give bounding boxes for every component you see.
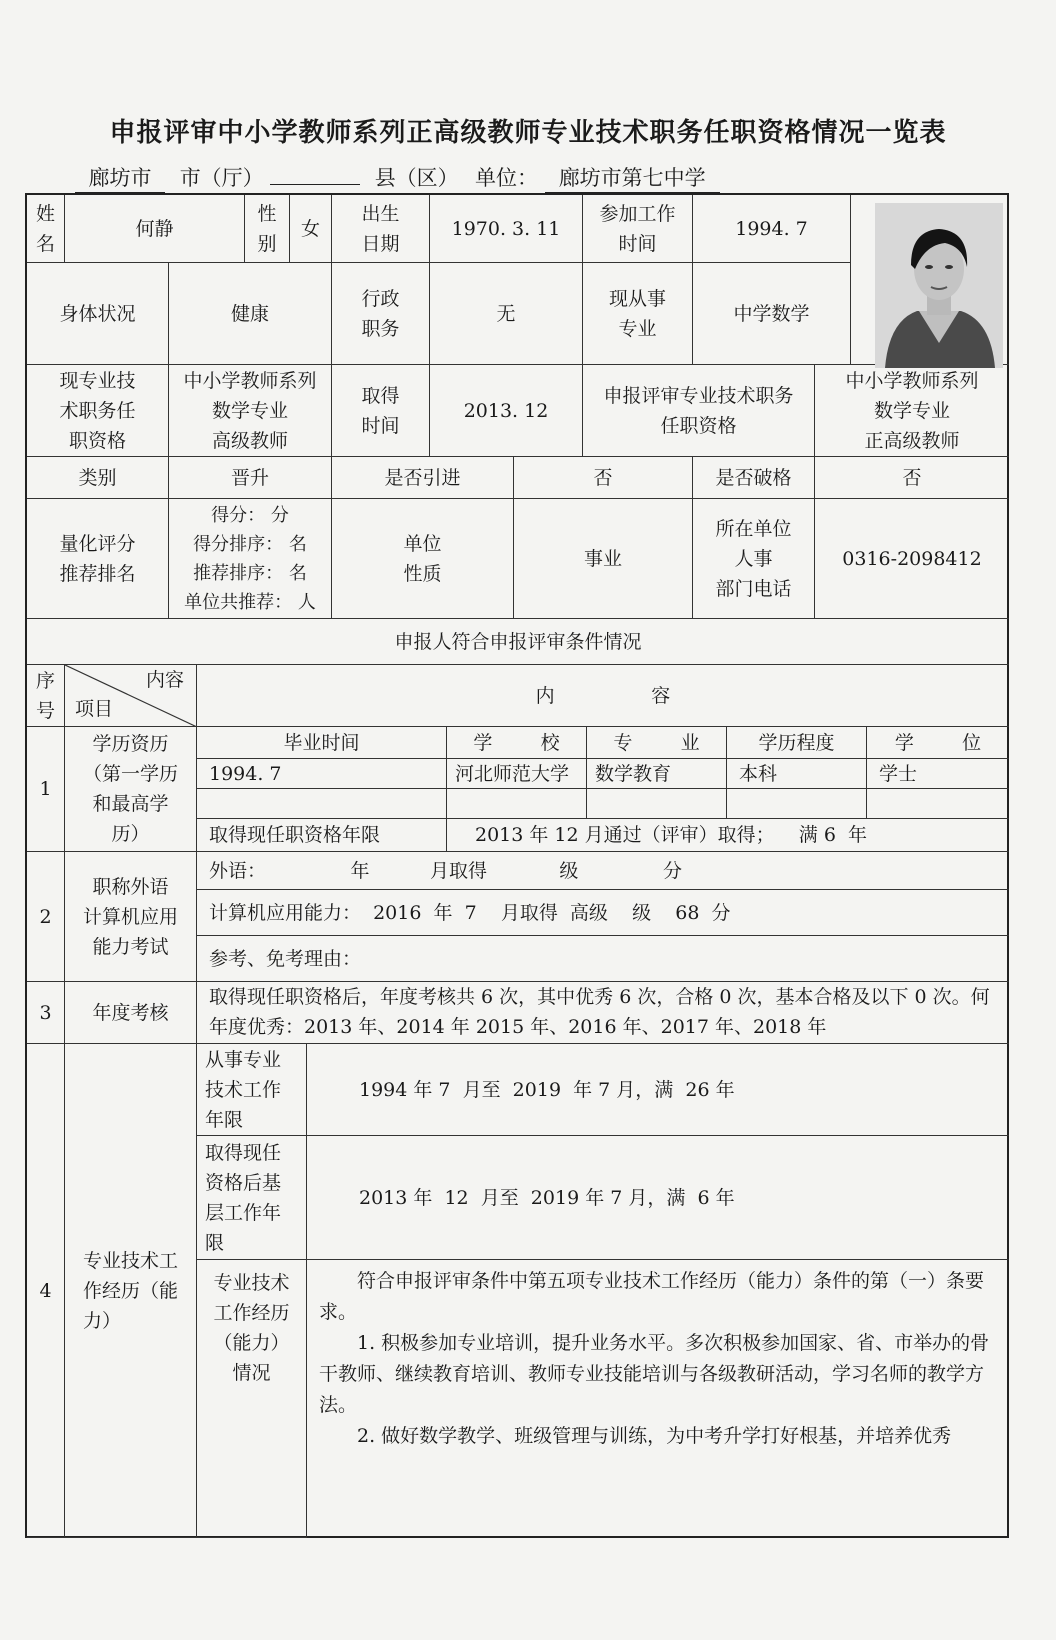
annual-review: 取得现任职资格后，年度考核共 6 次，其中优秀 6 次，合格 0 次，基本合格及以下 0 次。何年度优秀：2013 年、2014 年 2015 年、2016 年、2017 年、2018 年 (197, 982, 1009, 1044)
exempt-reason: 参考、免考理由： (197, 936, 1009, 982)
row2-label: 职称外语 计算机应用 能力考试 (65, 852, 197, 982)
category-label: 类别 (27, 457, 169, 499)
gender-label: 性 别 (245, 195, 290, 263)
major-label: 现从事 专业 (583, 263, 693, 365)
experience-para-1: 符合申报评审条件中第五项专业技术工作经历（能力）条件的第（一）条要求。 (319, 1270, 985, 1323)
major-2 (587, 789, 727, 819)
county-suffix: 县（区） (374, 166, 459, 190)
city-field (75, 162, 264, 192)
edu-level: 本科 (727, 759, 867, 789)
item-header (65, 665, 197, 727)
health-value: 健康 (169, 263, 332, 365)
gender-value: 女 (290, 195, 332, 263)
applicant-photo (875, 203, 1003, 368)
county-field (270, 162, 459, 192)
grad-time: 1994. 7 (197, 759, 447, 789)
experience-text (307, 1260, 1009, 1538)
city-value: 廊坊市 (75, 162, 165, 193)
city-suffix: 市（厅） (179, 166, 264, 190)
admin-label: 行政 职务 (332, 263, 430, 365)
unit-nature-value: 事业 (514, 499, 693, 619)
base-years-label: 取得现任 资格后基 层工作年 限 (197, 1136, 307, 1260)
major-value: 中学数学 (693, 263, 851, 365)
quant-value: 得分： 分 得分排序： 名 推荐排序： 名 单位共推荐： 人 (169, 499, 332, 619)
unit-label: 单位： (475, 166, 538, 190)
quant-label: 量化评分 推荐排名 (27, 499, 169, 619)
apply-title-label: 申报评审专业技术职务 任职资格 (583, 365, 815, 457)
exceptional-label: 是否破格 (693, 457, 815, 499)
row4-no: 4 (27, 1044, 65, 1538)
major: 数学教育 (587, 759, 727, 789)
unit-nature-label: 单位 性质 (332, 499, 514, 619)
unit-value: 廊坊市第七中学 (545, 162, 720, 193)
degree-2 (867, 789, 1009, 819)
col-major: 专 业 (587, 727, 727, 759)
work-years-label: 从事专业 技术工作 年限 (197, 1044, 307, 1136)
col-degree: 学 位 (867, 727, 1009, 759)
row1-label: 学历资历 （第一学历 和最高学 历） (65, 727, 197, 852)
category-value: 晋升 (169, 457, 332, 499)
degree: 学士 (867, 759, 1009, 789)
foreign-language: 外语： 年 月取得 级 分 (197, 852, 1009, 890)
health-label: 身体状况 (27, 263, 169, 365)
computer-skill: 计算机应用能力： 2016 年 7 月取得 高级 级 68 分 (197, 890, 1009, 936)
row4-label: 专业技术工 作经历（能 力） (65, 1044, 197, 1538)
introduced-label: 是否引进 (332, 457, 514, 499)
work-start-value: 1994. 7 (693, 195, 851, 263)
qual-years-value: 2013 年 12 月通过（评审）取得； 满 6 年 (447, 819, 1009, 852)
portrait-image (875, 203, 1003, 368)
grad-time-2 (197, 789, 447, 819)
name-label: 姓 名 (27, 195, 65, 263)
work-years-value: 1994 年 7 月至 2019 年 7 月，满 26 年 (307, 1044, 1009, 1136)
hr-phone-label: 所在单位 人事 部门电话 (693, 499, 815, 619)
col-grad-time: 毕业时间 (197, 727, 447, 759)
county-value (270, 184, 360, 185)
item-header-bottom: 项目 (75, 698, 114, 720)
name-value: 何静 (65, 195, 245, 263)
introduced-value: 否 (514, 457, 693, 499)
exceptional-value: 否 (815, 457, 1009, 499)
row1-no: 1 (27, 727, 65, 852)
form-table (25, 193, 1009, 1538)
col-level: 学历程度 (727, 727, 867, 759)
obtain-time-value: 2013. 12 (430, 365, 583, 457)
current-title-value: 中小学教师系列 数学专业 高级教师 (169, 365, 332, 457)
col-school: 学 校 (447, 727, 587, 759)
row3-label: 年度考核 (65, 982, 197, 1044)
birth-value: 1970. 3. 11 (430, 195, 583, 263)
content-header: 内 容 (197, 665, 1009, 727)
base-years-value: 2013 年 12 月至 2019 年 7 月，满 6 年 (307, 1136, 1009, 1260)
section-title: 申报人符合申报评审条件情况 (27, 619, 1009, 665)
item-header-top: 内容 (145, 669, 184, 691)
row2-no: 2 (27, 852, 65, 982)
qual-years-label: 取得现任职资格年限 (197, 819, 447, 852)
admin-value: 无 (430, 263, 583, 365)
experience-label: 专业技术 工作经历 （能力） 情况 (197, 1260, 307, 1538)
work-start-label: 参加工作 时间 (583, 195, 693, 263)
hr-phone-value: 0316-2098412 (815, 499, 1009, 619)
form-title: 申报评审中小学教师系列正高级教师专业技术职务任职资格情况一览表 (109, 118, 947, 148)
school: 河北师范大学 (447, 759, 587, 789)
row3-no: 3 (27, 982, 65, 1044)
obtain-time-label: 取得 时间 (332, 365, 430, 457)
seq-header: 序 号 (27, 665, 65, 727)
edu-level-2 (727, 789, 867, 819)
school-2 (447, 789, 587, 819)
experience-para-3: 2. 做好数学教学、班级管理与训练，为中考升学打好根基，并培养优秀 (357, 1425, 952, 1447)
apply-title-value: 中小学教师系列 数学专业 正高级教师 (815, 365, 1009, 457)
unit-field (475, 162, 720, 192)
birth-label: 出生 日期 (332, 195, 430, 263)
experience-para-2: 1. 积极参加专业培训，提升业务水平。多次积极参加国家、省、市举办的骨干教师、继续教育培训、教师专业技能培训与各级教研活动，学习名师的教学方法。 (319, 1332, 990, 1416)
current-title-label: 现专业技 术职务任 职资格 (27, 365, 169, 457)
